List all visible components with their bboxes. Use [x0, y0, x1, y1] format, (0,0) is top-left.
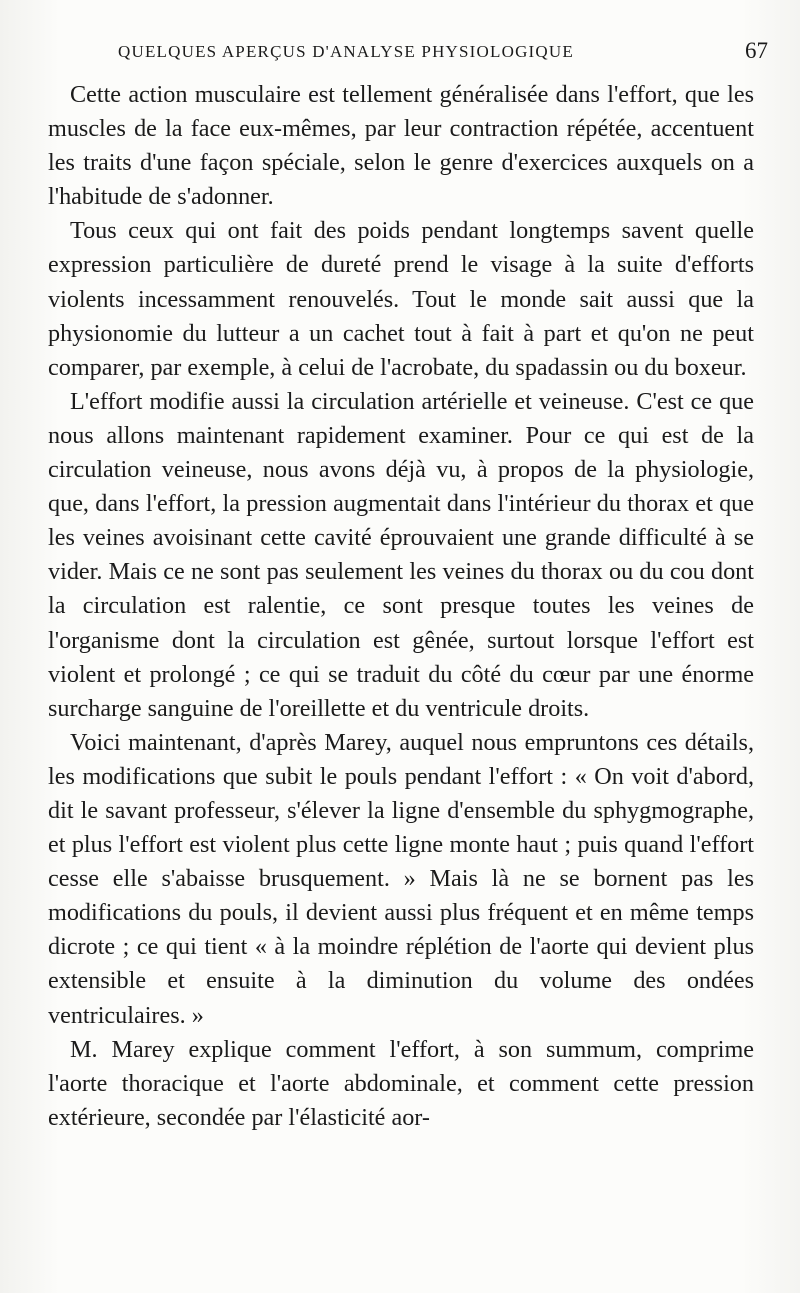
running-title: QUELQUES APERÇUS D'ANALYSE PHYSIOLOGIQUE [118, 42, 574, 61]
body-text [48, 78, 754, 1135]
paragraph: M. Marey explique comment l'effort, à son summum, comprime l'aorte thoracique et l'aorte abdominale, et comment cette pression extérieure, secondée par l'élasticité aor- [48, 1035, 754, 1131]
paragraph: Cette action musculaire est tellement généralisée dans l'effort, que les muscles de la face eux-mêmes, par leur contraction répétée, accentuent les traits d'une façon spéciale, selon le genre d'exercices auxquels on a l'habitude de s'adonner. [48, 81, 754, 211]
paragraph: L'effort modifie aussi la circulation artérielle et veineuse. C'est ce que nous allons maintenant rapidement examiner. Pour ce qui est de la circulation veineuse, nous avons déjà vu, à propos de la physiologie, que, dans l'effort, la pression augmentait dans l'intérieur du thorax et que les veines avoisinant cette cavité éprouvaient une grande difficulté à se vider. Mais ce ne sont pas seulement les veines du thorax ou du cou dont la circulation est ralentie, ce sont presque toutes les veines de l'organisme dont la circulation est gênée, surtout lorsque l'effort est violent et prolongé ; ce qui se traduit du côté du cœur par une énorme surcharge sanguine de l'oreillette et du ventricule droits. [48, 387, 754, 722]
page-number: 67 [745, 38, 768, 63]
running-head [118, 38, 768, 68]
paragraph: Voici maintenant, d'après Marey, auquel nous empruntons ces détails, les modifications que subit le pouls pendant l'effort : « On voit d'abord, dit le savant professeur, s'élever la ligne d'ensemble du sphygmographe, et plus l'effort est violent plus cette ligne monte haut ; puis quand l'effort cesse elle s'abaisse brusquement. » Mais là ne se bornent pas les modifications du pouls, il devient aussi plus fréquent et en même temps dicrote ; ce qui tient « à la moindre réplétion de l'aorte qui devient plus extensible et ensuite à la diminution du volume des ondées ventriculaires. » [48, 728, 754, 1029]
paragraph: Tous ceux qui ont fait des poids pendant longtemps savent quelle expression particulière de dureté prend le visage à la suite d'efforts violents incessamment renouvelés. Tout le monde sait aussi que la physionomie du lutteur a un cachet tout à fait à part et qu'on ne peut comparer, par exemple, à celui de l'acrobate, du spadassin ou du boxeur. [48, 217, 754, 381]
